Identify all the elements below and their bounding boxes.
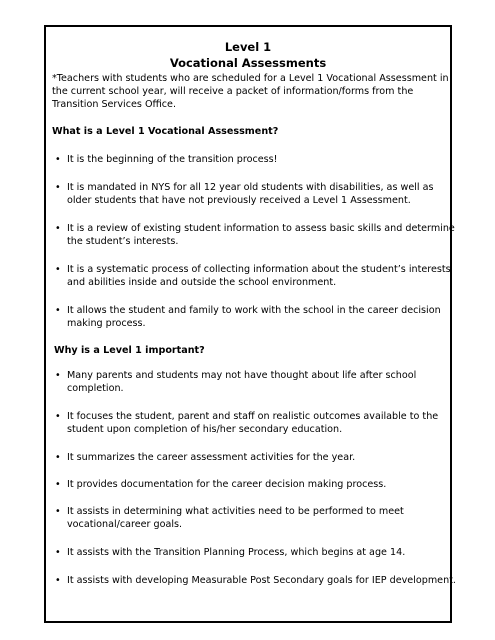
section-heading-what: What is a Level 1 Vocational Assessment?: [52, 126, 279, 137]
list-item: Many parents and students may not have thought about life after school: [67, 370, 417, 381]
bullet-icon: •: [55, 575, 61, 586]
intro-line: Transition Services Office.: [52, 99, 177, 110]
list-item-cont: the student’s interests.: [67, 236, 179, 247]
list-item: It focuses the student, parent and staff on realistic outcomes available to the: [67, 411, 439, 422]
section-heading-why: Why is a Level 1 important?: [54, 345, 205, 356]
list-item: It allows the student and family to work with the school in the career decision: [67, 305, 441, 316]
list-item: It provides documentation for the career decision making process.: [67, 479, 387, 490]
list-item-cont: completion.: [67, 383, 124, 394]
intro-line: the current school year, will receive a packet of information/forms from the: [52, 86, 414, 97]
list-item: It is a review of existing student information to assess basic skills and determine: [67, 223, 455, 234]
list-item: It is a systematic process of collecting information about the student’s interests: [67, 264, 451, 275]
list-item: It summarizes the career assessment activities for the year.: [67, 452, 356, 463]
bullet-icon: •: [55, 411, 61, 422]
list-item-cont: vocational/career goals.: [67, 519, 183, 530]
bullet-icon: •: [55, 305, 61, 316]
list-item: It assists in determining what activities need to be performed to meet: [67, 506, 404, 517]
list-item: It is the beginning of the transition process!: [67, 154, 278, 165]
list-item-cont: making process.: [67, 318, 146, 329]
list-item: It assists with developing Measurable Post Secondary goals for IEP development.: [67, 575, 456, 586]
page-title: Level 1: [224, 40, 272, 54]
bullet-icon: •: [55, 479, 61, 490]
bullet-icon: •: [55, 223, 61, 234]
list-item: It assists with the Transition Planning Process, which begins at age 14.: [67, 547, 406, 558]
bullet-icon: •: [55, 452, 61, 463]
bullet-icon: •: [55, 506, 61, 517]
list-item-cont: and abilities inside and outside the school environment.: [67, 277, 337, 288]
bullet-icon: •: [55, 370, 61, 381]
page-subtitle: Vocational Assessments: [169, 56, 327, 70]
bullet-icon: •: [55, 547, 61, 558]
list-item-cont: older students that have not previously received a Level 1 Assessment.: [67, 195, 411, 206]
intro-line: *Teachers with students who are scheduled for a Level 1 Vocational Assessment in: [52, 73, 449, 84]
bullet-icon: •: [55, 182, 61, 193]
list-item-cont: student upon completion of his/her secondary education.: [67, 424, 343, 435]
list-item: It is mandated in NYS for all 12 year old students with disabilities, as well as: [67, 182, 434, 193]
bullet-icon: •: [55, 264, 61, 275]
bullet-icon: •: [55, 154, 61, 165]
